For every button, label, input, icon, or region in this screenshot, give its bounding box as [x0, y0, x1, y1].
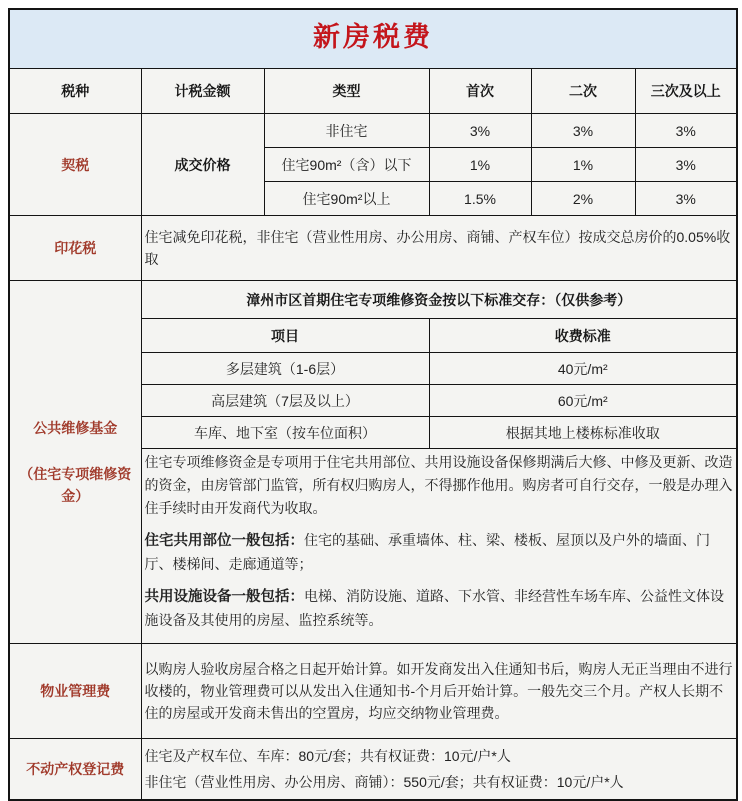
col-header-first: 首次: [429, 69, 531, 114]
maintenance-fund-header-row: [9, 281, 737, 319]
note-paragraph-3-text: 电梯、消防设施、道路、下水管、非经营性车场车库、公益性文体设施设备及其使用的房屋、监控系统等。: [144, 588, 724, 628]
subtable-col-fee: 收费标准: [429, 319, 737, 353]
deed-third-3: 3%: [635, 182, 737, 216]
tax-fee-table: [8, 8, 738, 801]
title-cell: [9, 9, 737, 69]
deed-first-1: 3%: [429, 114, 531, 148]
note-paragraph-2-lead: 住宅共用部位一般包括：: [144, 533, 304, 549]
deed-third-1: 3%: [635, 114, 737, 148]
deed-type-3: 住宅90m²以上: [264, 182, 429, 216]
registration-fee-label: 不动产权登记费: [9, 739, 141, 801]
col-header-basis: 计税金额: [141, 69, 264, 114]
col-header-tax-type: 税种: [9, 69, 141, 114]
deed-second-3: 2%: [531, 182, 635, 216]
deed-second-2: 1%: [531, 148, 635, 182]
property-mgmt-row: [9, 644, 737, 739]
maintenance-fund-label-line1: 公共维修基金: [33, 420, 118, 436]
col-header-third: 三次及以上: [635, 69, 737, 114]
deed-first-2: 1%: [429, 148, 531, 182]
deed-first-3: 1.5%: [429, 182, 531, 216]
col-header-category: 类型: [264, 69, 429, 114]
deed-tax-row-1: [9, 114, 737, 148]
stamp-tax-row: [9, 216, 737, 281]
deed-third-2: 3%: [635, 148, 737, 182]
table-title-row: [9, 9, 737, 69]
note-paragraph-2: [145, 529, 734, 576]
deed-type-2: 住宅90m²（含）以下: [264, 148, 429, 182]
property-mgmt-label: 物业管理费: [9, 644, 141, 739]
column-header-row: [9, 69, 737, 114]
registration-fee-row: [9, 739, 737, 801]
subtable-fee-1: 40元/m²: [429, 353, 737, 385]
deed-second-1: 3%: [531, 114, 635, 148]
deed-type-1: 非住宅: [264, 114, 429, 148]
registration-fee-text: [141, 739, 737, 801]
col-header-second: 二次: [531, 69, 635, 114]
maintenance-fund-standard-header: 漳州市区首期住宅专项维修资金按以下标准交存：（仅供参考）: [141, 281, 737, 319]
maintenance-fund-label-line2: （住宅专项维修资金）: [19, 466, 132, 504]
maintenance-fund-label: [9, 281, 141, 644]
stamp-tax-label: 印花税: [9, 216, 141, 281]
subtable-fee-2: 60元/m²: [429, 385, 737, 417]
property-mgmt-text: 以购房人验收房屋合格之日起开始计算。如开发商发出入住通知书后，购房人无正当理由不进行收楼的，物业管理费可以从发出入住通知书-个月后开始计算。一般先交三个月。产权人长期不住的房屋或开发商未售出的空置房，均应交纳物业管理费。: [141, 644, 737, 739]
subtable-item-2: 高层建筑（7层及以上）: [141, 385, 429, 417]
subtable-item-1: 多层建筑（1-6层）: [141, 353, 429, 385]
deed-tax-label: 契税: [9, 114, 141, 216]
subtable-col-item: 项目: [141, 319, 429, 353]
deed-tax-basis: 成交价格: [141, 114, 264, 216]
subtable-item-3: 车库、地下室（按车位面积）: [141, 417, 429, 449]
registration-fee-line1: 住宅及产权车位、车库：80元/套；共有权证费：10元/户*人: [144, 748, 511, 764]
registration-fee-line2: 非住宅（营业性用房、办公用房、商铺）：550元/套；共有权证费：10元/户*人: [144, 774, 624, 790]
note-paragraph-1: 住宅专项维修资金是专项用于住宅共用部位、共用设施设备保修期满后大修、中修及更新、改造的资金，由房管部门监管，所有权归购房人，不得挪作他用。购房者可自行交存，一般是办理入住手续时由开发商代为收取。: [144, 454, 733, 516]
page-title: 新房税费: [313, 22, 434, 52]
stamp-tax-text: 住宅减免印花税，非住宅（营业性用房、办公用房、商铺、产权车位）按成交总房价的0.05%收取: [141, 216, 737, 281]
note-paragraph-2-text: 住宅的基础、承重墙体、柱、梁、楼板、屋顶以及户外的墙面、门厅、楼梯间、走廊通道等；: [144, 532, 710, 572]
note-paragraph-3-lead: 共用设施设备一般包括：: [144, 589, 304, 605]
subtable-fee-3: 根据其地上楼栋标准收取: [429, 417, 737, 449]
maintenance-fund-notes: [141, 449, 737, 644]
note-paragraph-3: [145, 585, 734, 632]
